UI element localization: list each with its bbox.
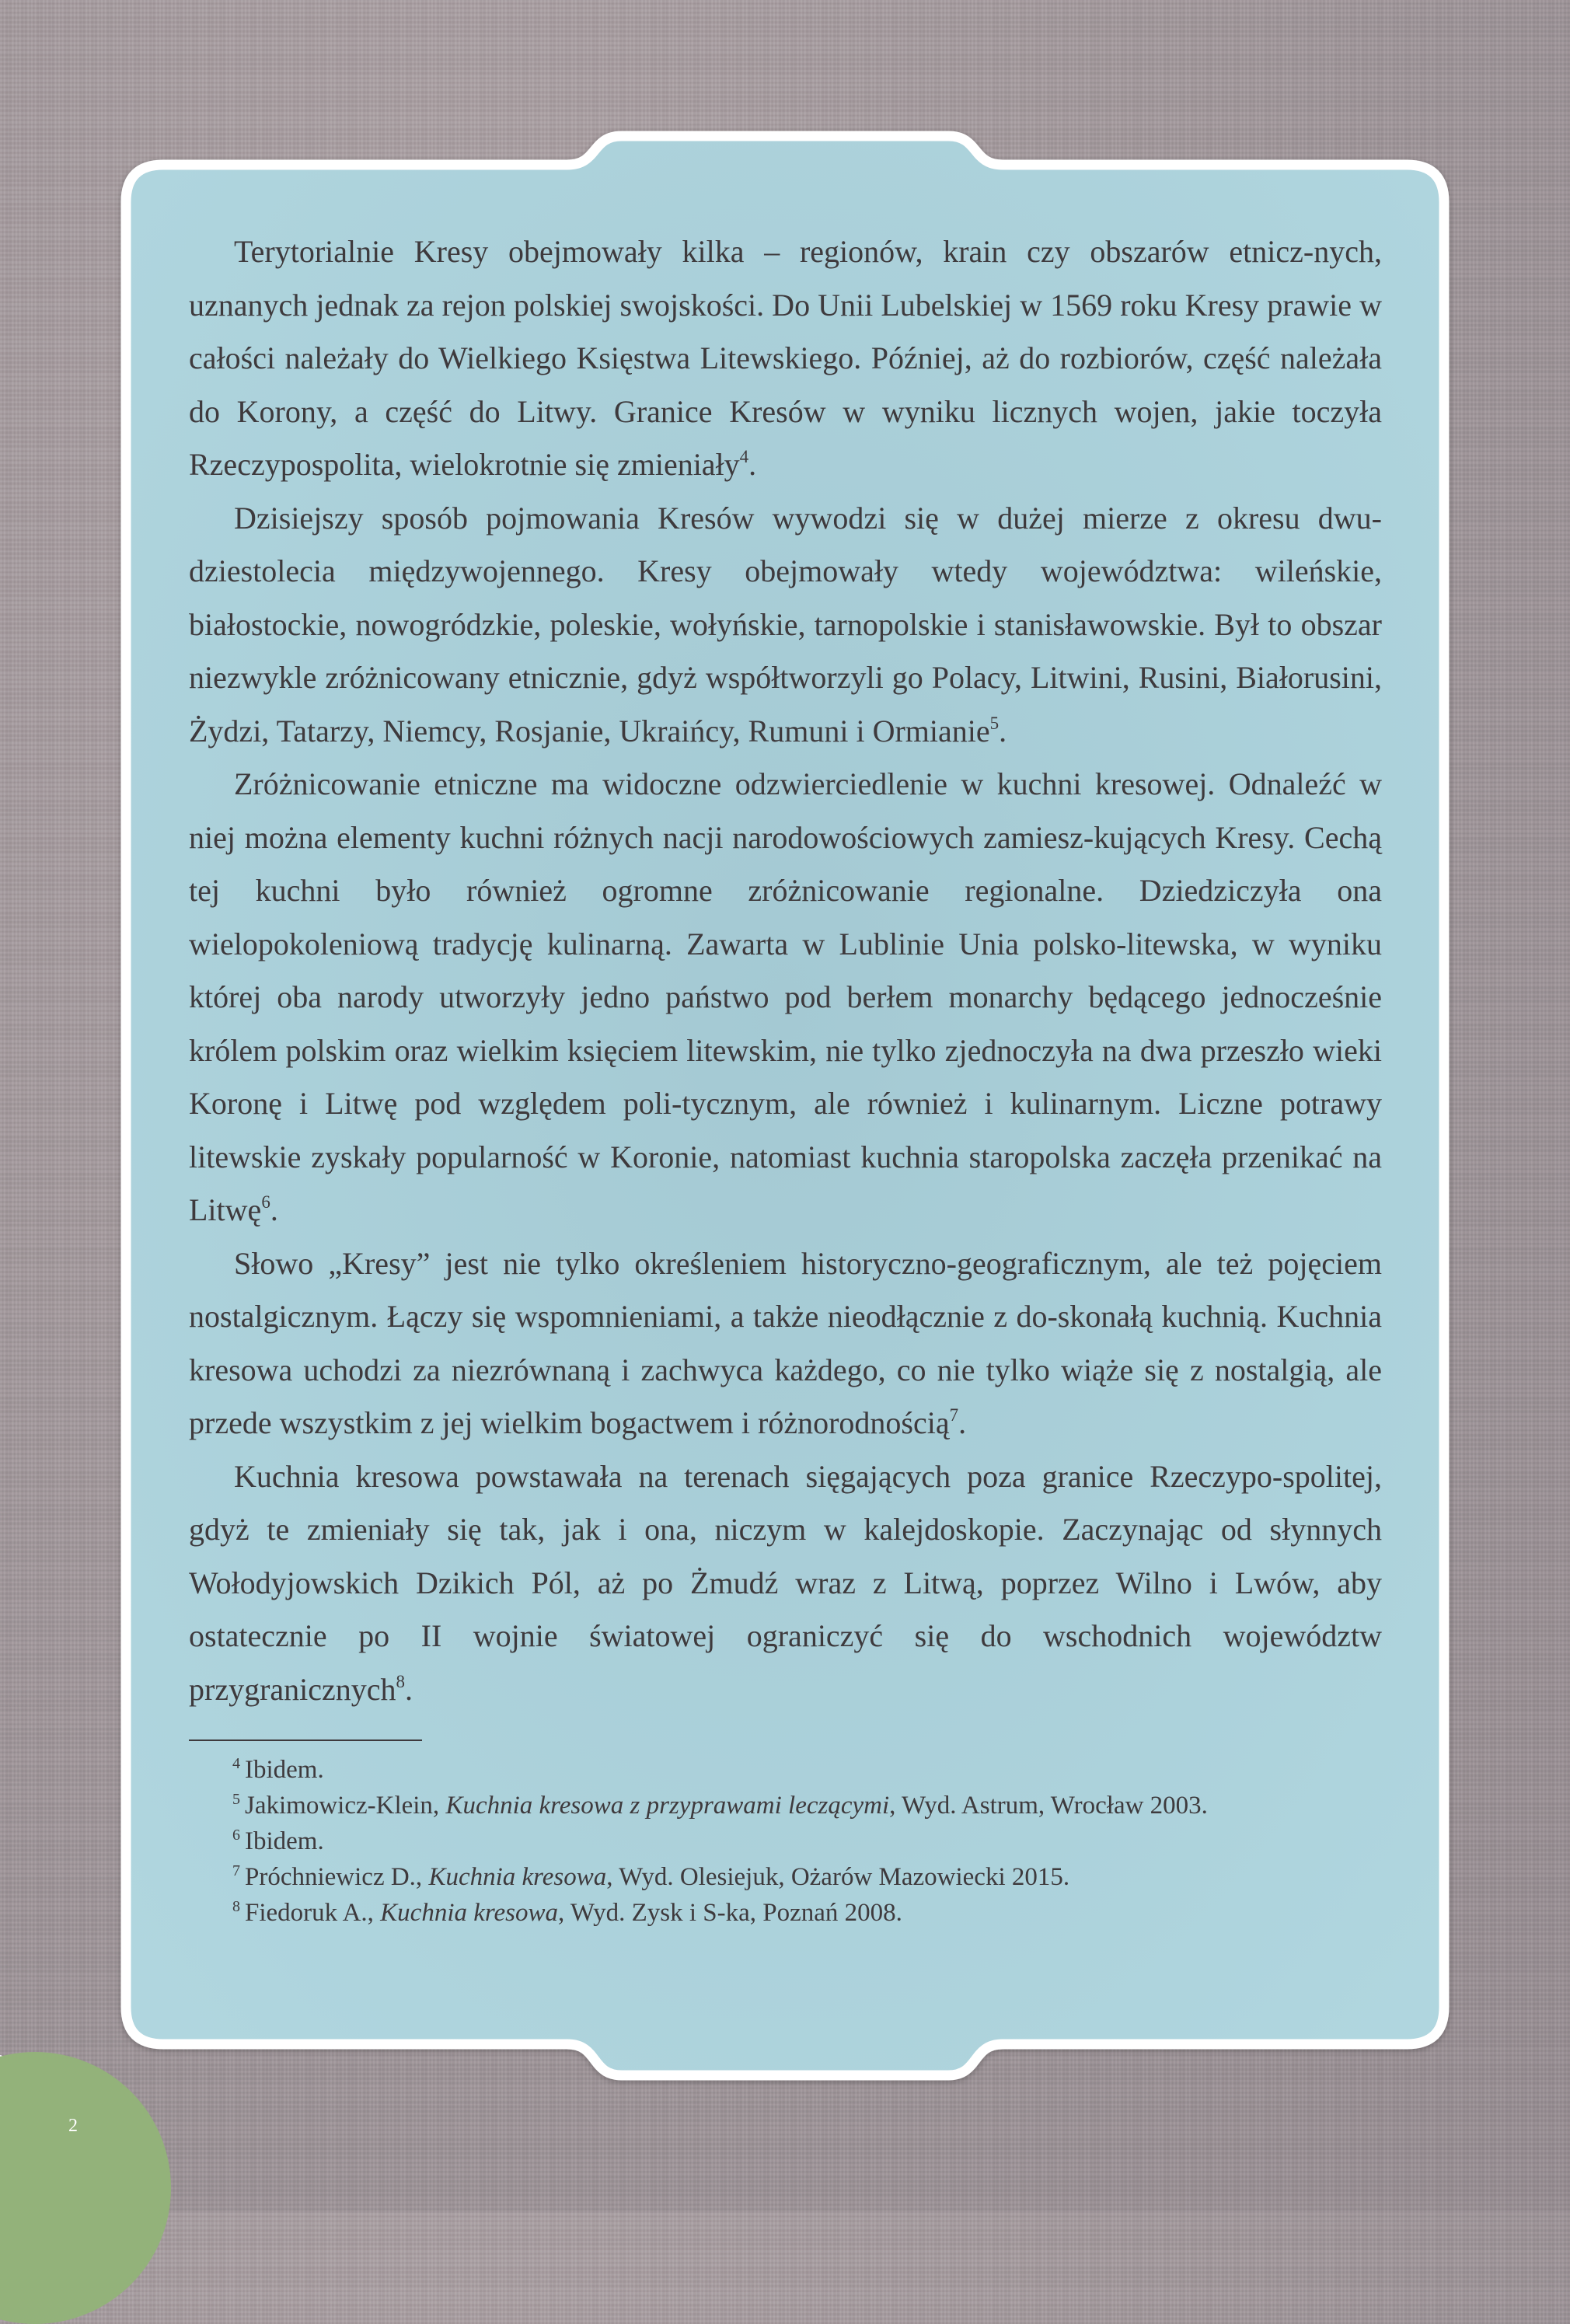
paragraph-text: . [748,447,757,482]
footnote [189,1859,1382,1895]
footnote-title: Kuchnia kresowa z przyprawami leczącymi [445,1792,890,1820]
footnote-text: Ibidem. [245,1827,324,1855]
footnote-number: 7 [232,1862,240,1879]
footnote-text: Ibidem. [245,1756,324,1784]
footnote [189,1788,1382,1823]
paragraph [189,758,1382,1237]
footnote-title: Kuchnia kresowa [380,1899,559,1927]
footnote-number: 8 [232,1898,240,1915]
paragraph-text: . [270,1192,278,1227]
footnote-reference: 5 [989,713,1000,733]
footnote-reference: 6 [261,1192,270,1212]
footnote-text: , Wyd. Zysk i S-ka, Poznań 2008. [558,1899,902,1927]
footnotes [189,1752,1382,1931]
paragraph-text: Słowo „Kresy” jest nie tylko określeniem historyczno-geograficznym, ale też pojęciem nostalgicznym. Łączy się wspomnieniami, a także nieodłącznie z do-skonałą kuchnią. Kuchnia kresowa uchodzi za niezrównaną i zachwyca każdego, co nie tylko wiąże się z nostalgią, ale przede wszystkim z jej wielkim bogactwem i różnorodnością [189,1245,1382,1440]
footnote [189,1823,1382,1859]
paragraph-text: . [958,1405,967,1440]
footnote-text: , Wyd. Astrum, Wrocław 2003. [889,1792,1208,1820]
paragraph-text: Dzisiejszy sposób pojmowania Kresów wywodzi się w dużej mierze z okresu dwu-dziestolecia międzywojennego. Kresy obejmowały wtedy województwa: wileńskie, białostockie, nowogródzkie, poleskie, wołyńskie, tarnopolskie i stanisławowskie. Był to obszar niezwykle zróżnicowany etnicznie, gdyż współtworzyli go Polacy, Litwini, Rusini, Białorusini, Żydzi, Tatarzy, Niemcy, Rosjanie, Ukraińcy, Rumuni i Ormianie [189,500,1382,748]
paragraph-text: . [405,1671,413,1707]
page-number: 2 [68,2116,78,2136]
paragraph [189,225,1382,492]
footnote [189,1752,1382,1788]
footnote-reference: 4 [739,447,749,466]
footnote-reference: 7 [949,1405,959,1425]
footnote-number: 5 [232,1791,240,1808]
footnote-text: Fiedoruk A., [245,1899,381,1927]
body-text [189,225,1382,1716]
footnote [189,1895,1382,1931]
footnote-number: 6 [232,1827,240,1844]
paragraph-text: Kuchnia kresowa powstawała na terenach sięgających poza granice Rzeczypo-spolitej, gdyż te zmieniały się tak, jak i ona, niczym w kalejdoskopie. Zaczynając od słynnych Wołodyjowskich Dzikich Pól, aż po Żmudź wraz z Litwą, poprzez Wilno i Lwów, aby ostatecznie po II wojnie światowej ograniczyć się do wschodnich województw przygranicznych [189,1458,1382,1707]
footnote-text: Jakimowicz-Klein, [245,1792,446,1820]
paragraph-text: Terytorialnie Kresy obejmowały kilka – regionów, krain czy obszarów etnicz-nych, uznanych jednak za rejon polskiej swojskości. Do Unii Lubelskiej w 1569 roku Kresy prawie w całości należały do Wielkiego Księstwa Litewskiego. Później, aż do rozbiorów, część należała do Korony, a część do Litwy. Granice Kresów w wyniku licznych wojen, jakie toczyła Rzeczypospolita, wielokrotnie się zmieniały [189,234,1382,482]
paragraph-text: . [999,713,1007,748]
footnote-text: Próchniewicz D., [245,1863,429,1891]
paragraph [189,1237,1382,1450]
paragraph [189,492,1382,759]
footnote-text: , Wyd. Olesiejuk, Ożarów Mazowiecki 2015. [606,1863,1070,1891]
footnote-reference: 8 [396,1671,406,1691]
footnote-separator [189,1740,422,1741]
footnote-number: 4 [232,1755,240,1772]
paragraph [189,1450,1382,1717]
footnote-title: Kuchnia kresowa [428,1863,607,1891]
paragraph-text: Zróżnicowanie etniczne ma widoczne odzwierciedlenie w kuchni kresowej. Odnaleźć w niej można elementy kuchni różnych nacji narodowościowych zamiesz-kujących Kresy. Cechą tej kuchni było również ogromne zróżnicowanie regionalne. Dziedziczyła ona wielopokoleniową tradycję kulinarną. Zawarta w Lublinie Unia polsko-litewska, w wyniku której oba narody utworzyły jedno państwo pod berłem monarchy będącego jednocześnie królem polskim oraz wielkim księciem litewskim, nie tylko zjednoczyła na dwa przeszło wieki Koronę i Litwę pod względem poli-tycznym, ale również i kulinarnym. Liczne potrawy litewskie zyskały popularność w Koronie, natomiast kuchnia staropolska zaczęła przenikać na Litwę [189,766,1382,1227]
text-area [189,225,1382,1931]
